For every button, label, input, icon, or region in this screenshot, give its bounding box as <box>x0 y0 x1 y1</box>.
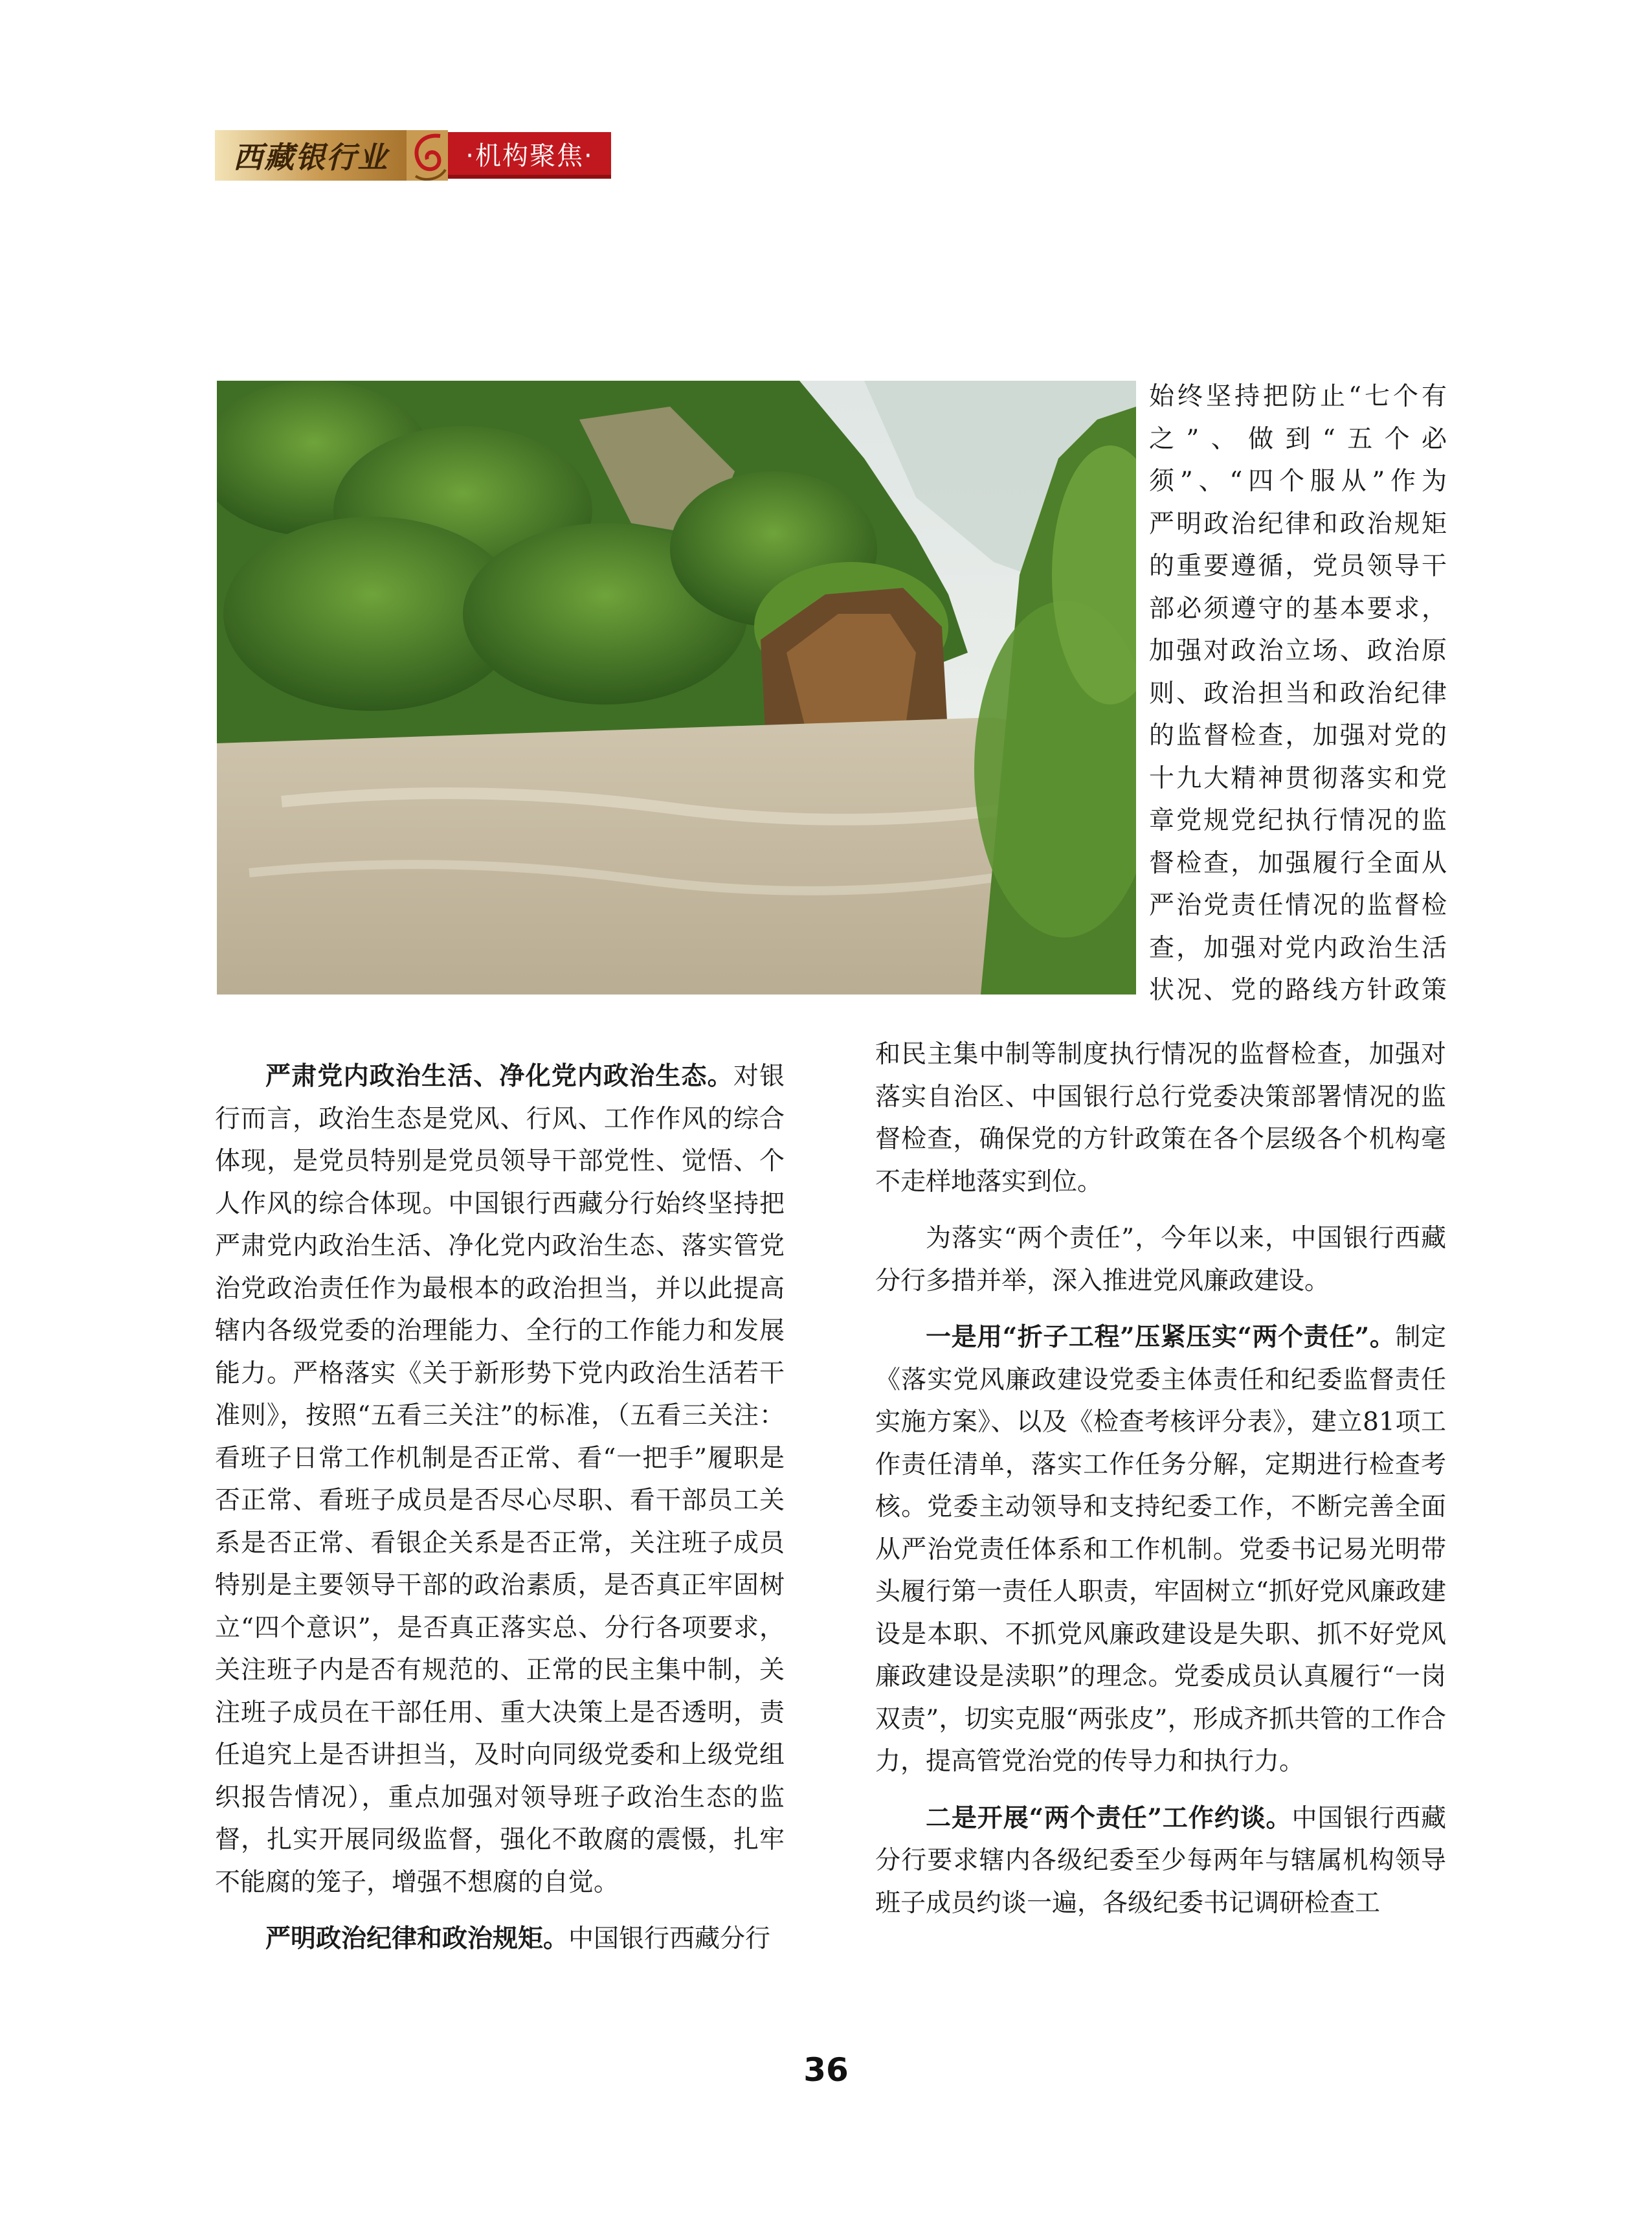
wrap-line: 状况、党的路线方针政策 <box>1149 976 1447 1005</box>
swirl-ornament-icon <box>407 127 448 184</box>
paragraph-heading: 严肃党内政治生活、净化党内政治生态。 <box>265 1061 733 1091</box>
wrap-line: 十九大精神贯彻落实和党 <box>1149 763 1447 793</box>
paragraph <box>875 1797 1446 1925</box>
paragraph <box>875 1316 1446 1783</box>
paragraph <box>215 1918 785 1961</box>
page-number: 36 <box>803 2051 849 2089</box>
wrap-line: 章党规党纪执行情况的监 <box>1149 806 1447 835</box>
wrap-line: 之”、做到“五个必 <box>1149 424 1447 454</box>
paragraph-text: 中国银行西藏分行 <box>568 1924 771 1953</box>
wrap-line: 查，加强对党内政治生活 <box>1149 933 1447 963</box>
paragraph <box>875 1217 1446 1302</box>
river-valley-photo <box>217 381 1136 995</box>
section-banner <box>215 127 611 184</box>
paragraph-text: 中国银行西藏分行要求辖内各级纪委至少每两年与辖属机构领导班子成员约谈一遍，各级纪委书记调研检查工 <box>875 1803 1446 1918</box>
wrap-line: 始终坚持把防止“七个有 <box>1149 382 1447 411</box>
paragraph-text: 为落实“两个责任”，今年以来，中国银行西藏分行多措并举，深入推进党风廉政建设。 <box>875 1224 1446 1296</box>
landscape-illustration <box>217 381 1136 995</box>
wrap-line: 部必须遵守的基本要求， <box>1149 594 1447 624</box>
paragraph-text: 和民主集中制等制度执行情况的监督检查，加强对落实自治区、中国银行总行党委决策部署情况的监督检查，确保党的方针政策在各个层级各个机构毫不走样地落实到位。 <box>875 1040 1446 1197</box>
paragraph-heading: 一是用“折子工程”压紧压实“两个责任”。 <box>926 1322 1396 1352</box>
paragraph-text: 对银行而言，政治生态是党风、行风、工作作风的综合体现，是党员特别是党员领导干部党性、觉悟、个人作风的综合体现。中国银行西藏分行始终坚持把严肃党内政治生活、净化党内政治生态、落实管党治党政治责任作为最根本的政治担当，并以此提高辖内各级党委的治理能力、全行的工作能力和发展能力。严格落实《关于新形势下党内政治生活若干准则》，按照“五看三关注”的标准，（五看三关注：看班子日常工作机制是否正常、看“一把手”履职是否正常、看班子成员是否尽心尽职、看干部员工关系是否正常、看银企关系是否正常，关注班子成员特别是主要领导干部的政治素质，是否真正牢固树立“四个意识”，是否真正落实总、分行各项要求，关注班子内是否有规范的、正常的民主集中制，关注班子成员在干部任用、重大决策上是否透明，责任追究上是否讲担当，及时向同级党委和上级党组织报告情况），重点加强对领导班子政治生态的监督，扎实开展同级监督，强化不敢腐的震慑，扎牢不能腐的笼子，增强不想腐的自觉。 <box>215 1062 785 1897</box>
paragraph-text: 制定《落实党风廉政建设党委主体责任和纪委监督责任实施方案》、以及《检查考核评分表》，建立81项工作责任清单，落实工作任务分解，定期进行检查考核。党委主动领导和支持纪委工作，不断完善全面从严治党责任体系和工作机制。党委书记易光明带头履行第一责任人职责，牢固树立“抓好党风廉政建设是本职、不抓党风廉政建设是失职、抓不好党风廉政建设是渎职”的理念。党委成员认真履行“一岗双责”，切实克服“两张皮”，形成齐抓共管的工作合力，提高管党治党的传导力和执行力。 <box>875 1323 1446 1776</box>
wrap-line: 督检查，加强履行全面从 <box>1149 848 1447 878</box>
paragraph-heading: 严明政治纪律和政治规矩。 <box>265 1924 569 1953</box>
wrap-line: 则、政治担当和政治纪律 <box>1149 679 1447 708</box>
section-label: ·机构聚焦· <box>448 132 611 179</box>
magazine-name: 西藏银行业 <box>215 130 407 181</box>
wrap-line: 加强对政治立场、政治原 <box>1149 636 1447 666</box>
wrap-line: 的重要遵循，党员领导干 <box>1149 552 1447 581</box>
right-column <box>875 1033 1446 1924</box>
paragraph <box>875 1033 1446 1203</box>
paragraph-heading: 二是开展“两个责任”工作约谈。 <box>926 1803 1292 1833</box>
left-column <box>215 1055 785 1961</box>
wrap-line: 的监督检查，加强对党的 <box>1149 721 1447 750</box>
wrap-line: 严明政治纪律和政治规矩 <box>1149 509 1447 539</box>
wrap-line: 严治党责任情况的监督检 <box>1149 891 1447 920</box>
photo-side-text <box>1149 376 1447 1012</box>
paragraph <box>215 1055 785 1904</box>
wrap-line: 须”、“四个服从”作为 <box>1149 467 1447 496</box>
